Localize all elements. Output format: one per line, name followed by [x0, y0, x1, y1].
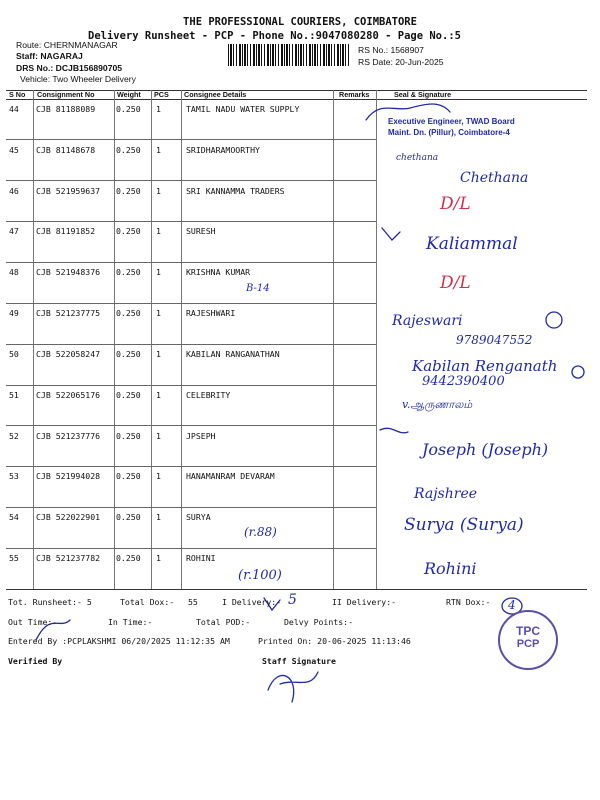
row-consignee: KABILAN RANGANATHAN	[186, 349, 280, 359]
tpc-office-stamp	[498, 610, 558, 670]
row-pcs: 1	[156, 553, 161, 563]
tot-runsheet: Tot. Runsheet:- 5	[8, 597, 92, 607]
signature-45: Chethana	[460, 170, 529, 186]
row-sno: 53	[9, 471, 19, 481]
staff-signature-stroke	[268, 672, 318, 702]
row-consignment-no: CJB 521994028	[36, 471, 101, 481]
row-consignee: TAMIL NADU WATER SUPPLY	[186, 104, 300, 114]
out-time: Out Time:-	[8, 617, 58, 627]
row-pcs: 1	[156, 308, 161, 318]
signature-52: Joseph (Joseph)	[422, 440, 549, 459]
total-dox-value: 55	[188, 597, 198, 607]
row-consignment-no: CJB 522065176	[36, 390, 101, 400]
row-sno: 52	[9, 431, 19, 441]
total-pod: Total POD:-	[196, 617, 251, 627]
row-sno: 47	[9, 226, 19, 236]
note-55: (r.100)	[238, 568, 282, 583]
row-pcs: 1	[156, 186, 161, 196]
col-header-consignee: Consignee Details	[184, 90, 247, 99]
stamp-line1: TPC	[516, 624, 540, 638]
row-weight: 0.250	[116, 390, 141, 400]
row-pcs: 1	[156, 390, 161, 400]
row-consignee: HANAMANRAM DEVARAM	[186, 471, 275, 481]
i-delivery-label: I Delivery:-	[222, 597, 282, 607]
row-weight: 0.250	[116, 349, 141, 359]
in-time: In Time:-	[108, 617, 153, 627]
company-title: THE PROFESSIONAL COURIERS, COIMBATORE	[183, 16, 417, 28]
row-consignment-no: CJB 522022901	[36, 512, 101, 522]
runsheet-title: Delivery Runsheet - PCP - Phone No.:9047080280 - Page No.:5	[88, 30, 461, 42]
printed-on: Printed On: 20-06-2025 11:13:46	[258, 636, 411, 646]
row-consignee: RAJESHWARI	[186, 308, 236, 318]
row-consignee: SURESH	[186, 226, 216, 236]
row-consignee: CELEBRITY	[186, 390, 231, 400]
row-consignee: SRIDHARAMOORTHY	[186, 145, 260, 155]
ii-delivery-label: II Delivery:-	[332, 597, 397, 607]
row-consignee: KRISHNA KUMAR	[186, 267, 251, 277]
col-header-seal-signature: Seal & Signature	[394, 90, 452, 99]
row-consignee: ROHINI	[186, 553, 216, 563]
row-consignment-no: CJB 521237775	[36, 308, 101, 318]
rtn-dox-label: RTN Dox:-	[446, 597, 491, 607]
row-sno: 48	[9, 267, 19, 277]
twad-stamp-line2: Maint. Dn. (Pillur), Coimbatore-4	[388, 128, 510, 137]
col-header-remarks: Remarks	[339, 90, 370, 99]
col-header-pcs: PCS	[154, 90, 169, 99]
row-weight: 0.250	[116, 512, 141, 522]
staff-signature-label: Staff Signature	[262, 656, 336, 666]
row-sno: 45	[9, 145, 19, 155]
signature-48: D/L	[440, 273, 471, 293]
signature-51: v.ஆருணாலம்	[402, 398, 473, 411]
row-pcs: 1	[156, 349, 161, 359]
tick-47-stroke	[382, 228, 400, 240]
rs-date: RS Date: 20-Jun-2025	[358, 57, 444, 67]
signature-44-stroke	[366, 104, 450, 120]
row-consignment-no: CJB 521237776	[36, 431, 101, 441]
rtn-dox-value: 4	[508, 598, 516, 612]
col-header-weight: Weight	[117, 90, 141, 99]
phone-49: 9789047552	[456, 333, 533, 347]
row-consignment-no: CJB 521948376	[36, 267, 101, 277]
delvy-points: Delvy Points:-	[284, 617, 354, 627]
circle-49-stroke	[546, 312, 562, 328]
twad-stamp-line1: Executive Engineer, TWAD Board	[388, 117, 515, 126]
row-pcs: 1	[156, 226, 161, 236]
signature-50: Kabilan Renganath	[412, 357, 558, 375]
row-weight: 0.250	[116, 186, 141, 196]
row-consignment-no: CJB 522058247	[36, 349, 101, 359]
row-weight: 0.250	[116, 431, 141, 441]
phone-50: 9442390400	[422, 374, 505, 389]
row-weight: 0.250	[116, 553, 141, 563]
row-pcs: 1	[156, 431, 161, 441]
signature-45-small: chethana	[396, 153, 439, 163]
row-weight: 0.250	[116, 145, 141, 155]
verified-by: Verified By	[8, 656, 63, 666]
route: Route: CHERNMANAGAR	[16, 40, 118, 50]
row-sno: 46	[9, 186, 19, 196]
row-consignment-no: CJB 521959637	[36, 186, 101, 196]
row-pcs: 1	[156, 104, 161, 114]
row-weight: 0.250	[116, 308, 141, 318]
circle-50-stroke	[572, 366, 584, 378]
row-weight: 0.250	[116, 471, 141, 481]
row-consignment-no: CJB 81148678	[36, 145, 96, 155]
col-header-sno: S No	[9, 90, 26, 99]
row-sno: 44	[9, 104, 19, 114]
row-pcs: 1	[156, 145, 161, 155]
tick-52-stroke	[380, 428, 408, 433]
note-54: (r.88)	[244, 525, 277, 539]
row-consignment-no: CJB 81191852	[36, 226, 96, 236]
row-sno: 55	[9, 553, 19, 563]
row-pcs: 1	[156, 471, 161, 481]
row-sno: 51	[9, 390, 19, 400]
total-dox-label: Total Dox:-	[120, 597, 175, 607]
col-header-consignment: Consignment No	[37, 90, 95, 99]
entered-by: Entered By :PCPLAKSHMI 06/20/2025 11:12:35 AM	[8, 636, 230, 646]
drs-number: DRS No.: DCJB156890705	[16, 63, 123, 73]
row-sno: 54	[9, 512, 19, 522]
row-sno: 50	[9, 349, 19, 359]
row-pcs: 1	[156, 512, 161, 522]
row-weight: 0.250	[116, 104, 141, 114]
row-consignee: JPSEPH	[186, 431, 216, 441]
rs-number: RS No.: 1568907	[358, 45, 424, 55]
row-consignee: SURYA	[186, 512, 211, 522]
signature-47: Kaliammal	[426, 234, 518, 254]
note-48: B-14	[246, 283, 270, 294]
row-weight: 0.250	[116, 226, 141, 236]
row-consignment-no: CJB 521237782	[36, 553, 101, 563]
i-delivery-value: 5	[288, 592, 297, 608]
signature-54: Surya (Surya)	[404, 515, 524, 535]
row-weight: 0.250	[116, 267, 141, 277]
row-consignee: SRI KANNAMMA TRADERS	[186, 186, 285, 196]
staff: Staff: NAGARAJ	[16, 51, 83, 61]
signature-49: Rajeswari	[392, 313, 463, 329]
signature-53: Rajshree	[414, 486, 478, 502]
signature-46: D/L	[440, 194, 471, 214]
row-pcs: 1	[156, 267, 161, 277]
signature-55: Rohini	[424, 559, 477, 578]
vehicle: Vehicle: Two Wheeler Delivery	[20, 74, 136, 84]
row-sno: 49	[9, 308, 19, 318]
stamp-line2: PCP	[516, 638, 540, 650]
row-consignment-no: CJB 81188089	[36, 104, 96, 114]
